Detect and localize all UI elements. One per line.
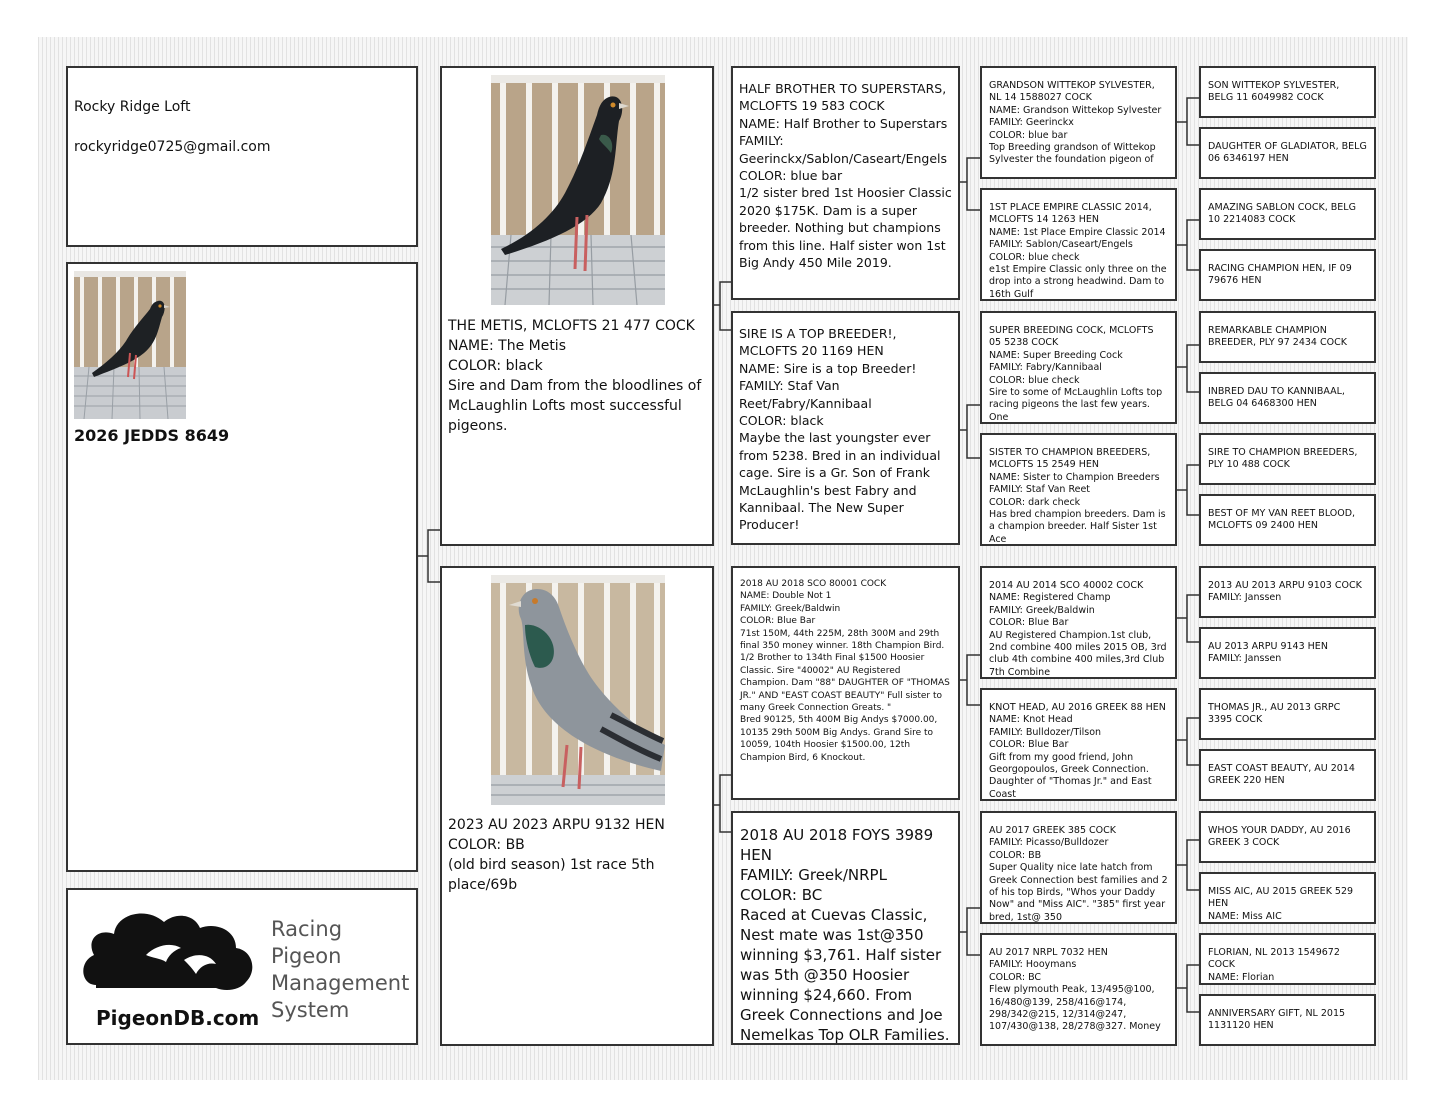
gen5-box-3: AMAZING SABLON COCK, BELG 10 2214083 COCK: [1199, 188, 1376, 240]
pigeon-blue-bar-photo: [491, 575, 665, 805]
gen4-box-8: AU 2017 NRPL 7032 HEN FAMILY: Hooymans COLOR: BC Flew plymouth Peak, 13/495@100, 16/480@139, 258/416@174, 298/342@215, 12/314@247, 107/430@138, 28/278@327. Money: [980, 933, 1177, 1046]
gen5-box-11: THOMAS JR., AU 2013 GRPC 3395 COCK: [1199, 688, 1376, 740]
gen5-box-16: ANNIVERSARY GIFT, NL 2015 1131120 HEN: [1199, 994, 1376, 1046]
gen5-box-14: MISS AIC, AU 2015 GREEK 529 HEN NAME: Miss AIC: [1199, 872, 1376, 924]
sire-box: [440, 66, 714, 546]
dam-box: [440, 566, 714, 1046]
gen5-box-4: RACING CHAMPION HEN, IF 09 79676 HEN: [1199, 249, 1376, 301]
gen4-box-7: AU 2017 GREEK 385 COCK FAMILY: Picasso/Bulldozer COLOR: BB Super Quality nice late hatch from Greek Connection best families and 2 of his top Birds, "Whos your Daddy Now" and "Miss AIC". "385" first year bred, 1st@ 350: [980, 811, 1177, 924]
subject-band: 2026 JEDDS 8649: [74, 426, 230, 445]
owner-email: rockyridge0725@gmail.com: [74, 139, 271, 155]
subject-pigeon-box: [66, 262, 418, 872]
gen4-box-1: GRANDSON WITTEKOP SYLVESTER, NL 14 1588027 COCK NAME: Grandson Wittekop Sylvester FAMILY: Geerinckx COLOR: blue bar Top Breeding grandson of Wittekop Sylvester the foundation pigeon of: [980, 66, 1177, 179]
gen5-box-8: BEST OF MY VAN REET BLOOD, MCLOFTS 09 2400 HEN: [1199, 494, 1376, 546]
logo-line-2: Management: [271, 971, 410, 995]
logo-line-3: System: [271, 998, 350, 1022]
gen4-box-3: SUPER BREEDING COCK, MCLOFTS 05 5238 COCK NAME: Super Breeding Cock FAMILY: Fabry/Kannibaal COLOR: blue check Sire to some of McLaughlin Lofts top racing pigeons the last few years. One: [980, 311, 1177, 424]
gen4-box-6: KNOT HEAD, AU 2016 GREEK 88 HEN NAME: Knot Head FAMILY: Bulldozer/Tilson COLOR: Blue Bar Gift from my good friend, John Georgopoulos, Greek Connection. Daughter of "Thomas Jr." and East Coast: [980, 688, 1177, 801]
gen3-sire-dam: SIRE IS A TOP BREEDER!, MCLOFTS 20 1169 HEN NAME: Sire is a top Breeder! FAMILY: Staf Van Reet/Fabry/Kannibaal COLOR: black Maybe the last youngster ever from 5238. Bred in an individual cage. Sire is a Gr. Son of Frank McLaughlin's best Fabry and Kannibaal. The New Super Producer!: [731, 311, 960, 545]
pigeon-black-photo: [74, 271, 186, 419]
gen5-box-9: 2013 AU 2013 ARPU 9103 COCK FAMILY: Janssen: [1199, 566, 1376, 618]
pigeondb-logo-icon: [76, 900, 266, 1000]
gen4-box-5: 2014 AU 2014 SCO 40002 COCK NAME: Registered Champ FAMILY: Greek/Baldwin COLOR: Blue Bar AU Registered Champion.1st club, 2nd combine 400 miles 2015 OB, 3rd club 4th combine 400 miles,3rd Club 7th Combine: [980, 566, 1177, 679]
gen3-sire-sire: HALF BROTHER TO SUPERSTARS, MCLOFTS 19 583 COCK NAME: Half Brother to Superstars FAMILY: Geerinckx/Sablon/Caseart/Engels COLOR: blue bar 1/2 sister bred 1st Hoosier Classic 2020 $175K. Dam is a super breeder. Nothing but champions from this line. Half sister won 1st Big Andy 450 Mile 2019.: [731, 66, 960, 300]
gen4-box-4: SISTER TO CHAMPION BREEDERS, MCLOFTS 15 2549 HEN NAME: Sister to Champion Breeders FAMILY: Staf Van Reet COLOR: dark check Has bred champion breeders. Dam is a champion breeder. Half Sister 1st Ace: [980, 433, 1177, 546]
gen5-box-1: SON WITTEKOP SYLVESTER, BELG 11 6049982 COCK: [1199, 66, 1376, 118]
logo-box: [66, 888, 418, 1045]
gen5-box-5: REMARKABLE CHAMPION BREEDER, PLY 97 2434 COCK: [1199, 311, 1376, 363]
gen5-box-15: FLORIAN, NL 2013 1549672 COCK NAME: Florian: [1199, 933, 1376, 985]
gen4-box-2: 1ST PLACE EMPIRE CLASSIC 2014, MCLOFTS 14 1263 HEN NAME: 1st Place Empire Classic 2014 FAMILY: Sablon/Caseart/Engels COLOR: blue check e1st Empire Classic only three on the drop into a strong headwind. Dam to 16th Gulf: [980, 188, 1177, 301]
owner-info-box: [66, 66, 418, 247]
loft-name: Rocky Ridge Loft: [74, 99, 191, 115]
gen5-box-12: EAST COAST BEAUTY, AU 2014 GREEK 220 HEN: [1199, 749, 1376, 801]
gen5-box-7: SIRE TO CHAMPION BREEDERS, PLY 10 488 COCK: [1199, 433, 1376, 485]
gen5-box-6: INBRED DAU TO KANNIBAAL, BELG 04 6468300 HEN: [1199, 372, 1376, 424]
logo-site: PigeonDB.com: [96, 1006, 260, 1030]
gen3-dam-sire: 2018 AU 2018 SCO 80001 COCK NAME: Double Not 1 FAMILY: Greek/Baldwin COLOR: Blue Bar 71st 150M, 44th 225M, 28th 300M and 29th final 350 money winner. 18th Champion Bird. 1/2 Brother to 134th Final $1500 Hoosier Classic. Sire "40002" AU Registered Champion. Dam "88" DAUGHTER OF "THOMAS JR." AND "EAST COAST BEAUTY" Full sister to many Greek Connection Greats. " Bred 90125, 5th 400M Big Andys $7000.00, 10135 29th 500M Big Andys. Grand Sire to 10059, 104th Hoosier $1500.00, 12th Champion Bird, 6 Knockout.: [731, 566, 960, 800]
dam-details: 2023 AU 2023 ARPU 9132 HEN COLOR: BB (old bird season) 1st race 5th place/69b: [448, 817, 665, 893]
gen3-dam-dam: 2018 AU 2018 FOYS 3989 HEN FAMILY: Greek/NRPL COLOR: BC Raced at Cuevas Classic, Nest mate was 1st@350 winning $3,761. Half sister was 5th @350 Hoosier winning $24,660. From Greek Connections and Joe Nemelkas Top OLR Families.: [731, 811, 960, 1045]
sire-details: THE METIS, MCLOFTS 21 477 COCK NAME: The Metis COLOR: black Sire and Dam from the bloodlines of McLaughlin Lofts most successful pigeons.: [448, 318, 702, 434]
pigeon-black-photo: [491, 75, 665, 305]
gen5-box-2: DAUGHTER OF GLADIATOR, BELG 06 6346197 HEN: [1199, 127, 1376, 179]
gen5-box-10: AU 2013 ARPU 9143 HEN FAMILY: Janssen: [1199, 627, 1376, 679]
logo-line-1: Racing Pigeon: [271, 917, 343, 968]
gen5-box-13: WHOS YOUR DADDY, AU 2016 GREEK 3 COCK: [1199, 811, 1376, 863]
